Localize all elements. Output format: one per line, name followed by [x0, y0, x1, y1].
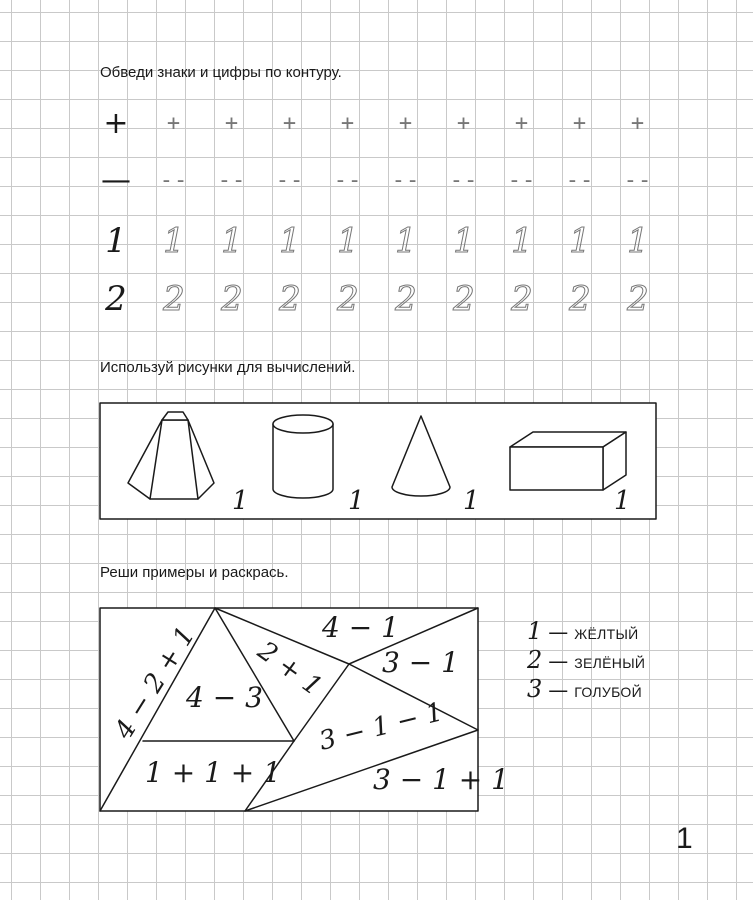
- trace-minus: --: [507, 167, 537, 193]
- legend-item-yellow: [527, 617, 639, 645]
- trace-minus: --: [449, 167, 479, 193]
- cylinder-shape: [273, 415, 333, 498]
- legend-number: 1: [527, 617, 543, 645]
- trace-two: 2: [163, 279, 185, 319]
- trace-two: 2: [337, 279, 359, 319]
- legend-color-name: ЗЕЛЁНЫЙ: [574, 655, 646, 671]
- rectangular-box-shape: [510, 432, 626, 490]
- trace-two: 2: [453, 279, 475, 319]
- trace-two: 2: [627, 279, 649, 319]
- puzzle-region-4: 4 − 1: [322, 611, 399, 644]
- trace-plus: +: [456, 110, 472, 136]
- legend-item-green: [527, 646, 645, 674]
- shape-count-cone: 1: [463, 486, 480, 516]
- trace-plus: +: [282, 110, 298, 136]
- trace-minus: --: [275, 167, 305, 193]
- puzzle-region-7: 1 + 1 + 1: [145, 756, 281, 789]
- shape-count-box: 1: [614, 486, 631, 516]
- trace-two: 2: [569, 279, 591, 319]
- trace-plus: +: [166, 110, 182, 136]
- puzzle-region-1: 4 − 2 + 1: [108, 621, 202, 745]
- puzzle-region-6: 3 − 1 − 1: [316, 697, 447, 757]
- trace-plus: +: [572, 110, 588, 136]
- legend-color-name: ГОЛУБОЙ: [574, 684, 642, 700]
- instruction-solve: Реши примеры и раскрась.: [100, 564, 289, 581]
- shape-count-cylinder: 1: [348, 486, 365, 516]
- trace-minus: --: [159, 167, 189, 193]
- trace-minus: --: [333, 167, 363, 193]
- trace-minus: --: [623, 167, 653, 193]
- puzzle-region-2: 4 − 3: [186, 681, 263, 714]
- puzzle-region-5: 3 − 1: [382, 646, 459, 679]
- trace-minus: --: [217, 167, 247, 193]
- page-number: 1: [676, 822, 693, 855]
- instruction-use-pictures: Используй рисунки для вычислений.: [100, 359, 356, 376]
- trace-one: 1: [395, 221, 417, 261]
- model-two: 2: [105, 279, 127, 319]
- trace-one: 1: [627, 221, 649, 261]
- trace-two: 2: [511, 279, 533, 319]
- trace-plus: +: [398, 110, 414, 136]
- trace-minus: --: [391, 167, 421, 193]
- trace-one: 1: [453, 221, 475, 261]
- legend-color-name: ЖЁЛТЫЙ: [574, 626, 639, 642]
- shape-count-pyramid: 1: [232, 486, 249, 516]
- trace-one: 1: [279, 221, 301, 261]
- trace-two: 2: [221, 279, 243, 319]
- trace-one: 1: [569, 221, 591, 261]
- trace-one: 1: [337, 221, 359, 261]
- instruction-trace: Обведи знаки и цифры по контуру.: [100, 64, 342, 81]
- legend-item-blue: [527, 675, 642, 703]
- legend-number: 3: [527, 675, 543, 703]
- legend-dash: —: [548, 620, 569, 644]
- model-minus: —: [101, 162, 131, 198]
- trace-two: 2: [395, 279, 417, 319]
- legend-dash: —: [548, 678, 569, 702]
- puzzle-region-3: 2 + 1: [252, 635, 328, 703]
- legend-dash: —: [548, 649, 569, 673]
- trace-one: 1: [221, 221, 243, 261]
- trace-plus: +: [340, 110, 356, 136]
- trace-one: 1: [511, 221, 533, 261]
- trace-two: 2: [279, 279, 301, 319]
- model-one: 1: [105, 221, 127, 261]
- model-plus: +: [103, 105, 129, 141]
- trace-plus: +: [224, 110, 240, 136]
- legend-number: 2: [527, 646, 543, 674]
- trace-plus: +: [630, 110, 646, 136]
- puzzle-region-8: 3 − 1 + 1: [373, 763, 509, 796]
- trace-one: 1: [163, 221, 185, 261]
- trace-plus: +: [514, 110, 530, 136]
- trace-minus: --: [565, 167, 595, 193]
